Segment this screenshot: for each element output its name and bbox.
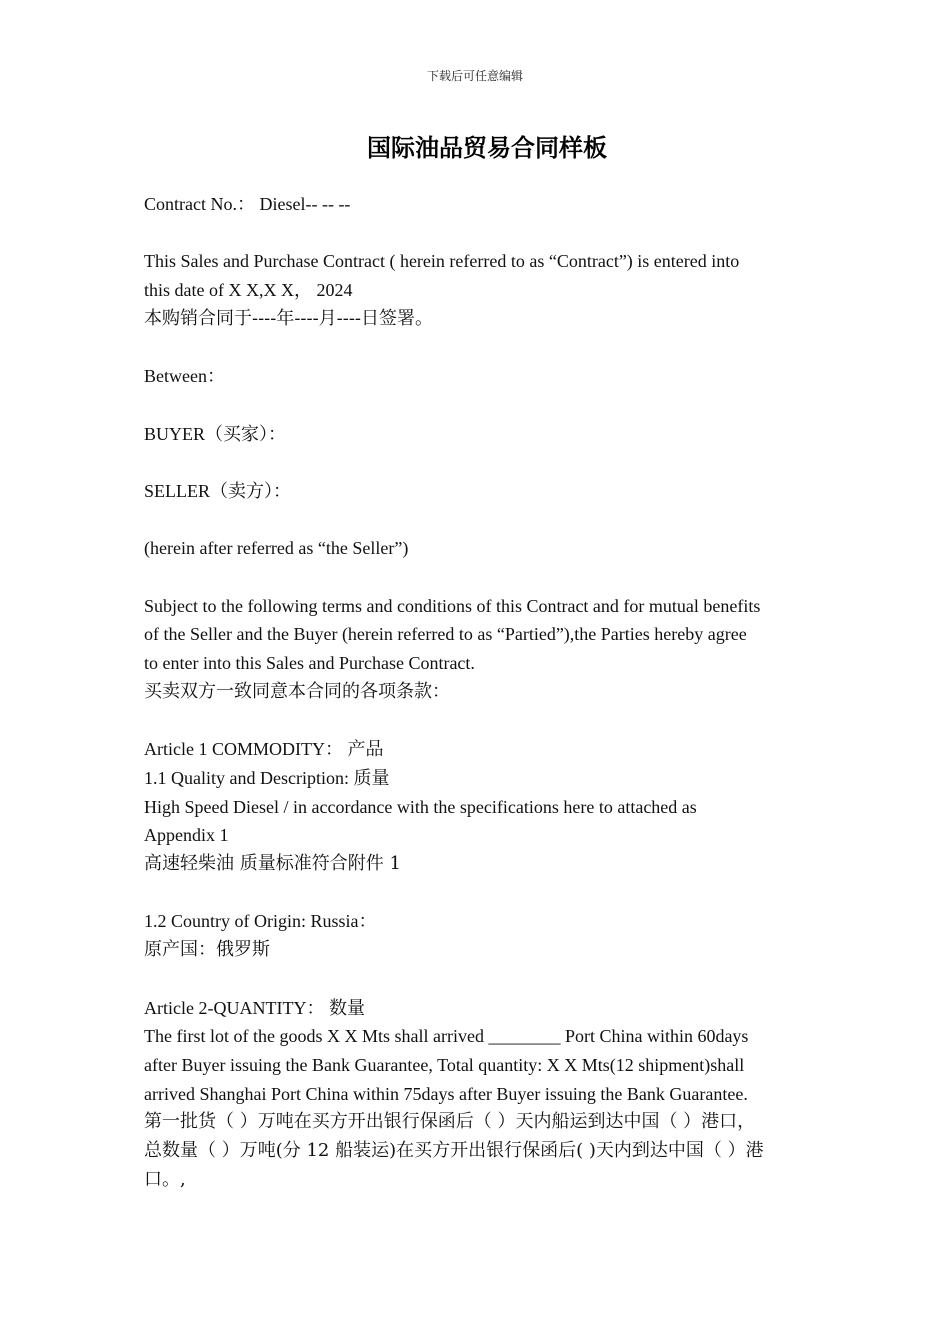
spacer <box>144 879 814 908</box>
article-1-line: High Speed Diesel / in accordance with the specifications here to attached as <box>144 796 697 817</box>
article-2-line-chinese: 口。, <box>144 1168 186 1190</box>
intro-line: this date of X X,X X， 2024 <box>144 280 353 301</box>
article-1-origin-chinese: 原产国：俄罗斯 <box>144 939 270 961</box>
terms-line: of the Seller and the Buyer (herein referred to as “Partied”),the Parties hereby agree <box>144 624 747 645</box>
contract-number: Contract No.： Diesel-- -- -- <box>144 194 351 214</box>
article-2-line: arrived Shanghai Port China within 75days after Buyer issuing the Bank Guarantee. <box>144 1083 748 1104</box>
terms-line-chinese: 买卖双方一致同意本合同的各项条款： <box>144 680 450 702</box>
article-1-line: 1.1 Quality and Description: 质量 <box>144 767 390 788</box>
spacer <box>144 563 814 592</box>
intro-line: This Sales and Purchase Contract ( herein referred to as “Contract”) is entered into <box>144 251 740 272</box>
spacer <box>144 707 814 736</box>
document-title: 国际油品贸易合同样板 <box>367 134 607 162</box>
spacer <box>144 448 814 477</box>
terms-line: Subject to the following terms and conditions of this Contract and for mutual benefits <box>144 595 761 616</box>
article-1-origin: 1.2 Country of Origin: Russia： <box>144 911 377 932</box>
article-2-line-chinese: 第一批货（ ）万吨在买方开出银行保函后（ ）天内船运到达中国（ ）港口， <box>144 1111 756 1133</box>
article-1-line: Appendix 1 <box>144 825 229 846</box>
buyer-label: BUYER（买家）： <box>144 423 287 444</box>
spacer <box>144 391 814 420</box>
contract-body <box>144 190 814 1194</box>
spacer <box>144 334 814 363</box>
between-label: Between： <box>144 366 225 387</box>
download-note: 下载后可任意编辑 <box>426 69 523 83</box>
article-1-heading: Article 1 COMMODITY： 产品 <box>144 739 384 760</box>
seller-label: SELLER（卖方）： <box>144 480 291 501</box>
article-2-line: The first lot of the goods X X Mts shall arrived ________ Port China within 60days <box>144 1026 749 1047</box>
article-1-line-chinese: 高速轻柴油 质量标准符合附件 1 <box>144 853 401 875</box>
seller-note: (herein after referred as “the Seller”) <box>144 538 409 559</box>
terms-line: to enter into this Sales and Purchase Contract. <box>144 653 475 674</box>
article-2-line-chinese: 总数量（ ）万吨(分 12 船装运)在买方开出银行保函后( )天内到达中国（ ）港 <box>144 1140 764 1162</box>
spacer <box>144 219 814 248</box>
article-2-line: after Buyer issuing the Bank Guarantee, Total quantity: X X Mts(12 shipment)shall <box>144 1054 745 1075</box>
spacer <box>144 965 814 994</box>
intro-line-chinese: 本购销合同于----年----月----日签署。 <box>144 307 433 329</box>
article-2-heading: Article 2-QUANTITY： 数量 <box>144 997 365 1018</box>
spacer <box>144 506 814 535</box>
